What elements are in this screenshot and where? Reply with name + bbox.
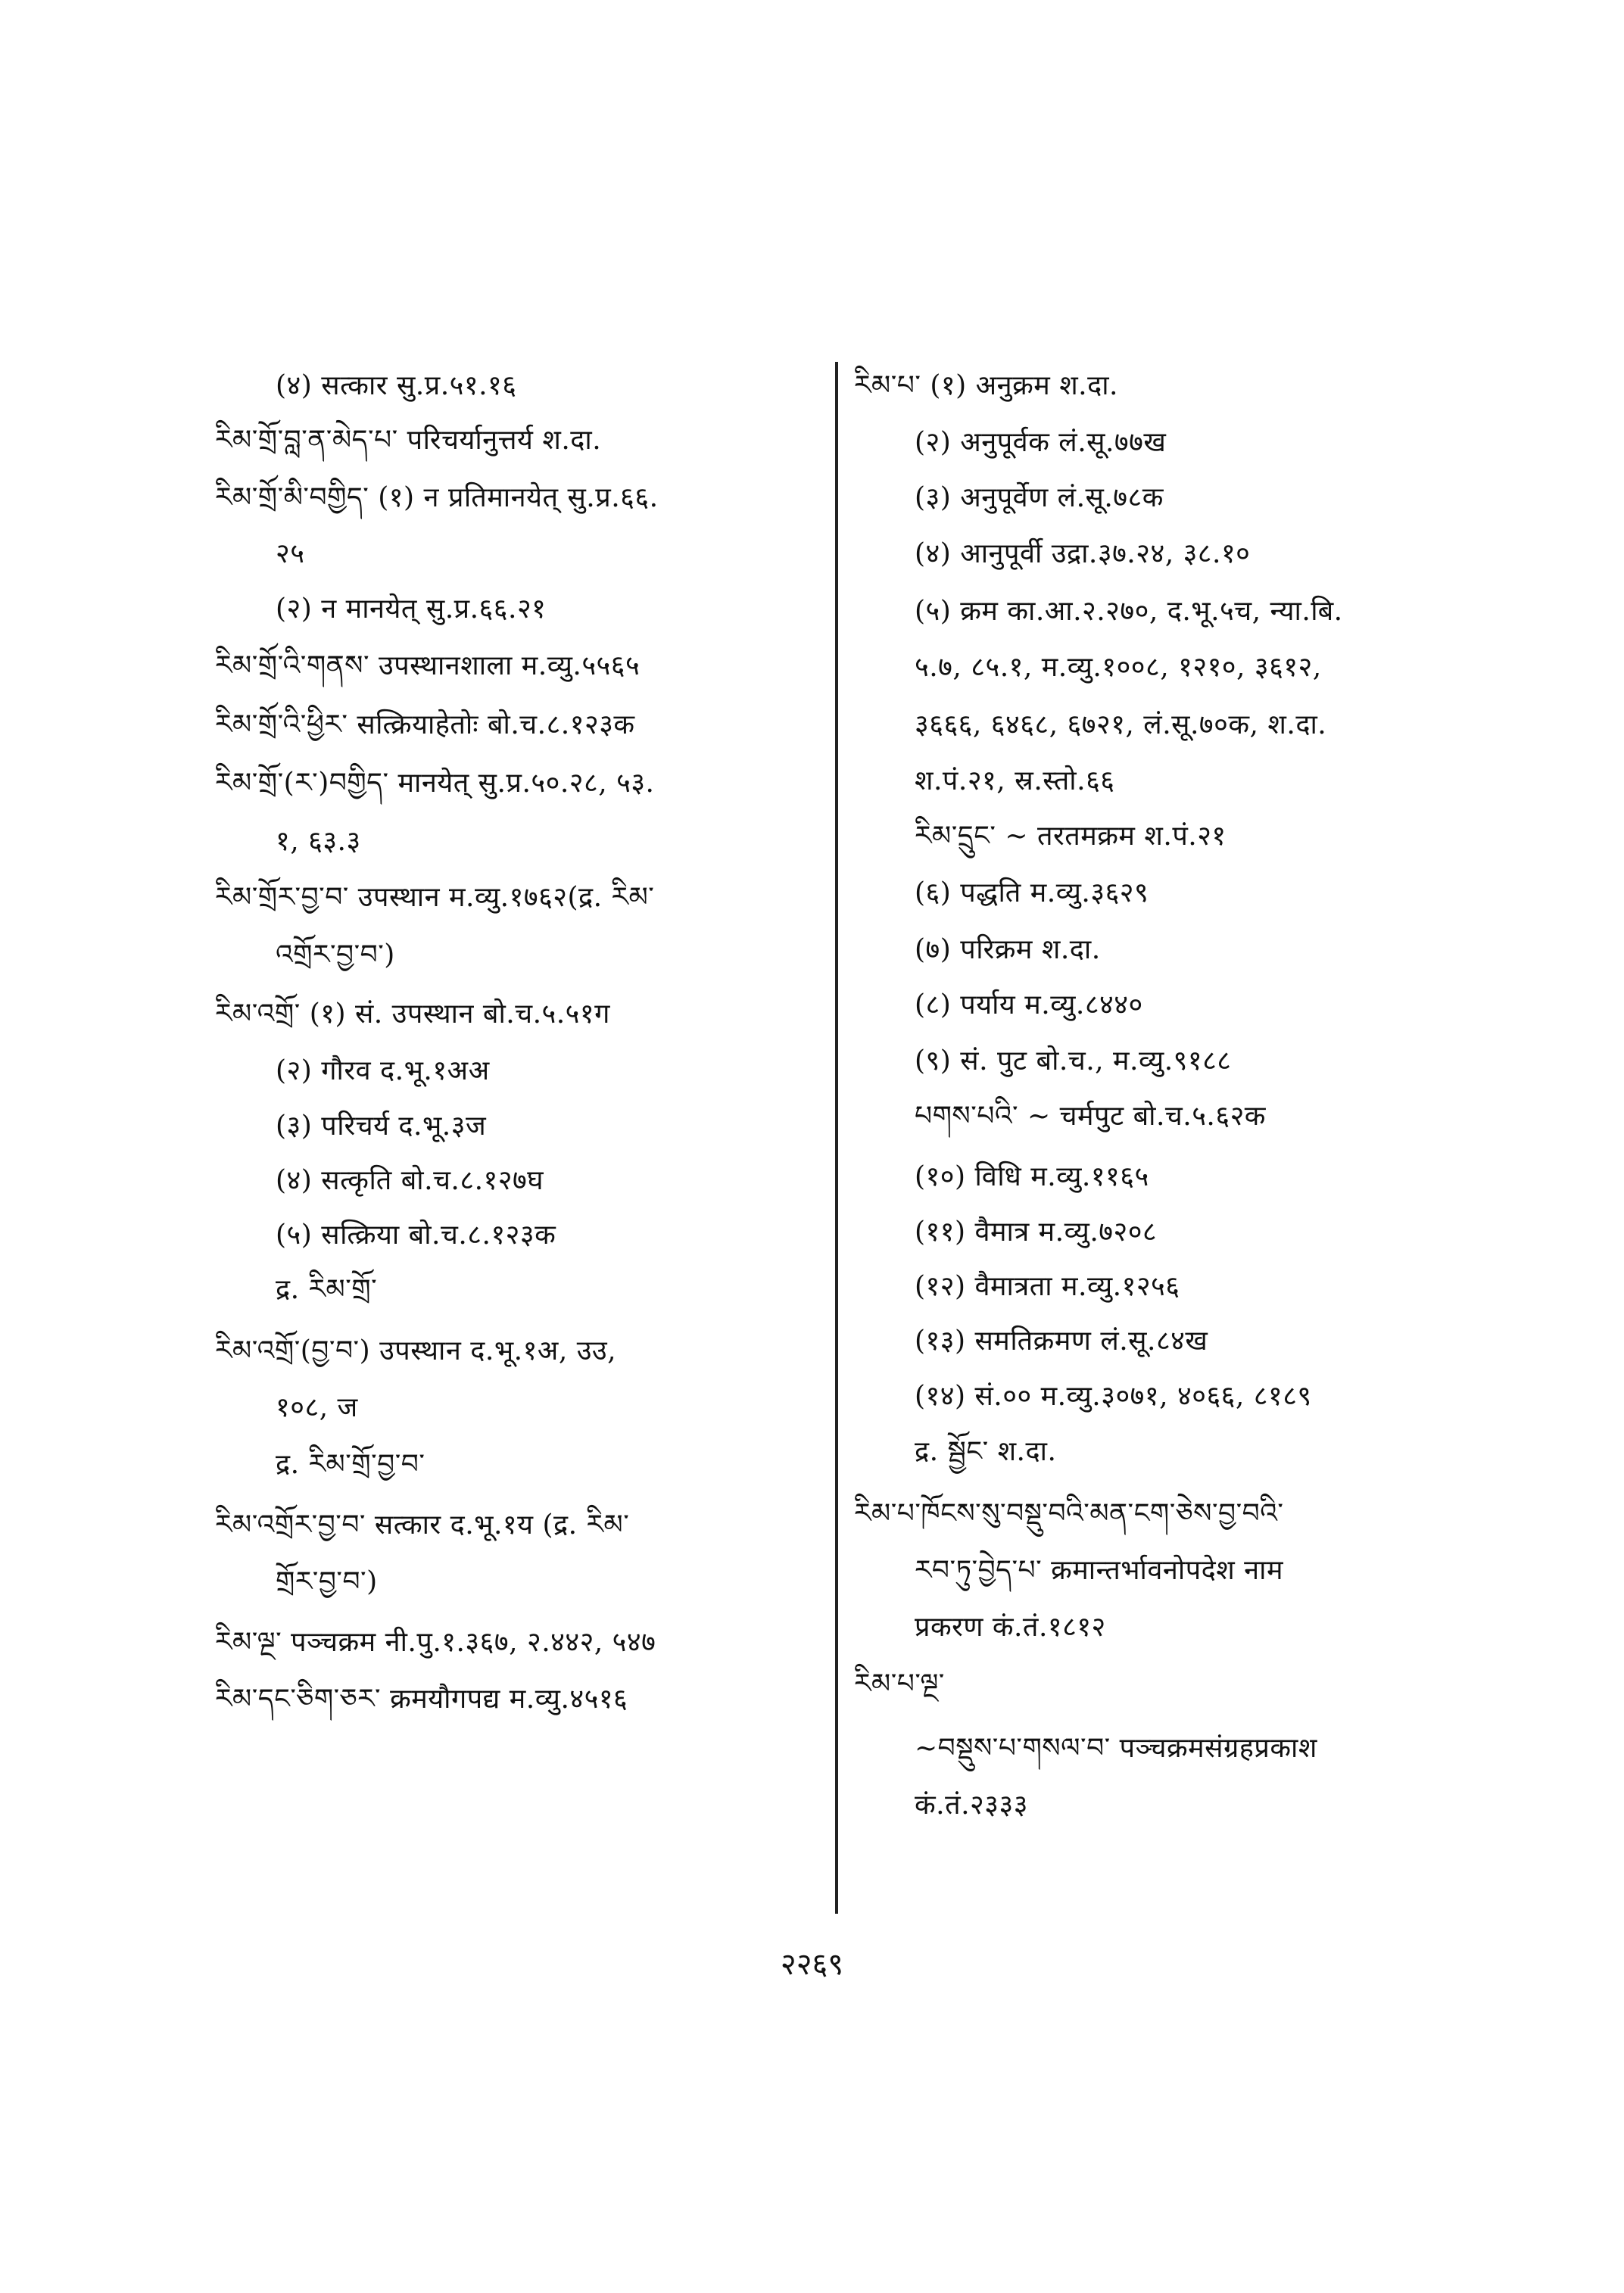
entry-line: རིམ་གྲོ་འི་གནས་ उपस्थानशाला म.व्यु.५५६५ [215, 650, 641, 681]
entry-line: གྲོར་བྱ་བ་) [276, 1566, 378, 1597]
entry-line: २५ [276, 538, 305, 569]
entry-line: (६) पद्धति म.व्यु.३६२९ [915, 877, 1149, 908]
entry-line: རབ་ཏུ་བྱེད་པ་ क्रमान्तर्भावनोपदेश नाम [915, 1555, 1284, 1586]
entry-line: (८) पर्याय म.व्यु.८४४० [915, 989, 1143, 1020]
entry-line: (१०) विधि म.व्यु.११६५ [915, 1161, 1149, 1192]
page-number: २२६९ [780, 1947, 844, 1982]
entry-line: (११) वैमात्र म.व्यु.७२०८ [915, 1217, 1158, 1248]
entry-line: (५) सत्क्रिया बो.च.८.१२३क [276, 1220, 556, 1251]
entry-line: (१३) समतिक्रमण लं.सू.८४ख [915, 1326, 1208, 1357]
entry-line: (४) आनुपूर्वी उद्रा.३७.२४, ३८.१० [915, 538, 1251, 569]
entry-line: འགྲོར་བྱ་བ་) [276, 939, 395, 970]
entry-line: པགས་པའི་ ~ चर्मपुट बो.च.५.६२क [915, 1101, 1266, 1132]
entry-line: རིམ་པ་ཁོངས་སུ་བསྡུ་བའི་མན་ངག་ཅེས་བྱ་བའི་ [854, 1498, 1284, 1529]
entry-line: (९) सं. पुट बो.च., म.व्यु.९१८८ [915, 1045, 1232, 1076]
entry-line: རིམ་འགྲོར་བྱ་བ་ सत्कार द.भू.१य (द्र. རིམ་ [215, 1509, 630, 1541]
entry-line: ३६६६, ६४६८, ६७२१, लं.सू.७०क, श.दा. [915, 709, 1327, 740]
entry-line: རིམ་ལྔ་ पञ्चक्रम नी.पु.१.३६७, २.४४२, ५४७ [215, 1627, 656, 1658]
entry-line: (२) गौरव द.भू.१अअ [276, 1055, 490, 1086]
entry-line: རིམ་པ་ལྔ་ [854, 1668, 945, 1699]
entry-line: (७) परिक्रम श.दा. [915, 934, 1101, 965]
column-divider [835, 362, 838, 1914]
entry-line: རིམ་གྲོ་འི་ཕྱིར་ सत्क्रियाहेतोः बो.च.८.१२३क [215, 709, 635, 740]
entry-line: द्र. རིམ་གྲོ་བྱ་བ་ [276, 1449, 425, 1480]
entry-line: རིམ་དང་ཅིག་ཅར་ क्रमयौगपद्य म.व्यु.४५१६ [215, 1684, 628, 1715]
entry-line: १०८, ज [276, 1392, 358, 1423]
entry-line: श.पं.२१, स्र.स्तो.६६ [915, 765, 1115, 796]
entry-line: རིམ་པ་ (१) अनुक्रम श.दा. [854, 370, 1119, 401]
entry-line: རིམ་འགྲོ་(བྱ་བ་) उपस्थान द.भू.१अ, उउ, [215, 1335, 617, 1366]
entry-line: (२) न मानयेत् सु.प्र.६६.२१ [276, 594, 547, 625]
entry-line: (३) परिचर्य द.भू.३ज [276, 1111, 487, 1142]
entry-line: कं.तं.२३३३ [915, 1790, 1028, 1821]
entry-line: རིམ་གྲོ་(ར་)བགྱིད་ मानयेत् सु.प्र.५०.२८, ५३. [215, 768, 655, 799]
entry-line: རིམ་འགྲོ་ (१) सं. उपस्थान बो.च.५.५१ग [215, 999, 610, 1030]
entry-line: རིམ་དྲུང་ ~ तरतमक्रम श.पं.२१ [915, 821, 1227, 852]
entry-line: प्रकरण कं.तं.१८१२ [915, 1612, 1106, 1643]
entry-line: (४) सत्कार सु.प्र.५१.१६ [276, 370, 517, 401]
entry-line: རིམ་གྲོ་བླ་ན་མེད་པ་ परिचर्यानुत्तर्य श.दा. [215, 425, 602, 456]
entry-line: (३) अनुपूर्वेण लं.सू.७८क [915, 482, 1164, 513]
entry-line: १, ६३.३ [276, 826, 361, 857]
entry-line: (२) अनुपूर्वक लं.सू.७७ख [915, 427, 1167, 458]
entry-line: द्र. རིམ་གྲོ་ [276, 1274, 378, 1305]
entry-line: རིམ་གྲོ་མི་བགྱིད་ (१) न प्रतिमानयेत् सु.प्र.६६. [215, 482, 659, 513]
entry-line: (४) सत्कृति बो.च.८.१२७घ [276, 1165, 544, 1196]
entry-line: ५.७, ८५.१, म.व्यु.१००८, १२१०, ३६१२, [915, 652, 1322, 683]
entry-line: རིམ་གྲོར་བྱ་བ་ उपस्थान म.व्यु.१७६२(द्र. རིམ་ [215, 882, 655, 913]
entry-line: द्र. སྦྱོང་ श.दा. [915, 1436, 1057, 1467]
entry-line: (१२) वैमात्रता म.व्यु.१२५६ [915, 1271, 1180, 1302]
entry-line: ~བསྡུས་པ་གསལ་བ་ पञ्चक्रमसंग्रहप्रकाश [915, 1733, 1317, 1764]
entry-line: (१४) सं.०० म.व्यु.३०७१, ४०६६, ८१८९ [915, 1381, 1312, 1412]
entry-line: (५) क्रम का.आ.२.२७०, द.भू.५च, न्या.बि. [915, 596, 1343, 627]
